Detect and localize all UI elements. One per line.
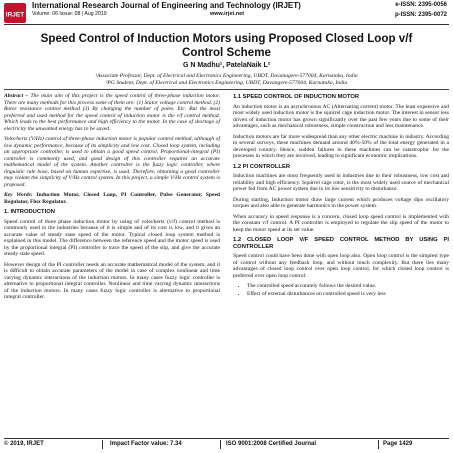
svg-text:IRJET: IRJET xyxy=(5,11,25,19)
header-divider xyxy=(4,24,449,25)
affiliation-1: ¹Associate Professor, Dept. of Electrical and Electronics Engineering, UBDT, Davanagere-577004, Karnataka, India xyxy=(95,73,358,79)
journal-logo-icon xyxy=(3,2,27,24)
keywords-label: Key Words: xyxy=(4,192,37,198)
volume-line: Volume: 06 Issue: 08 | Aug 2019 xyxy=(32,11,107,17)
journal-header xyxy=(0,0,453,28)
advantages-list xyxy=(247,283,449,297)
speed-control-paragraph-1: An induction motor is an asynchronous AC (Alternating current) motor. The least expensive and most widely used induction motor is the squirrel cage induction motor. The interest in sensor less driven of induction motor has grown significantly over the past few years due to some of their advantages, such as mechanical robustness, simple construction and less maintenance. xyxy=(233,103,449,129)
title-divider xyxy=(4,89,449,90)
intro-paragraph-2: However design of the PI controller needs an accurate mathematical model of the system, and it is difficult to obtain accurate parameters of the model in case of complex nonlinear and time varying dynamic interactions of the induction motors. In many cases fuzzy logic controller is alternative to proportional integral controller. Nonlinear and time varying dynamic interactions of the induction motors. In many cases fuzzy logic controller is alternative to proportional integral controller. xyxy=(4,261,220,300)
closed-loop-paragraph: Speed control could have been done with open loop also. Open loop control is the simplest type of control without any feedback loop, and without much complexity. But there lies many advantages of closed loop control over open loop control, for which closed loop control is preferred over open loop control: xyxy=(233,253,449,279)
pi-paragraph-1: Induction machines are most frequently used in industries due to their robustness, low cost and reliability and high efficiency. Squirrel cage rotor, is the most widely used source of mechanical power fed from AC power system due to its low sensitivity to disturbance. xyxy=(233,173,449,192)
section-heading-introduction: 1. INTRODUCTION xyxy=(4,209,55,215)
footer-divider xyxy=(4,438,449,439)
section-heading-speed-control: 1.1 SPEED CONTROL OF INDUCTION MOTOR xyxy=(233,94,360,100)
affiliation-2: ²PG Student, Dept. of Electrical and Electronics Engineering, UBDT, Davangere-577004, Karnataka, India xyxy=(105,80,348,86)
abstract-label: Abstract – xyxy=(4,93,31,99)
pi-paragraph-3: When accuracy in speed response is a concern, closed loop speed control is implemented with the constant v/f control. A PI controller is employed to regulate the slip speed of the motor to keep the motor speed at its set value. xyxy=(233,213,449,233)
e-issn: e-ISSN: 2395-0056 xyxy=(395,2,447,8)
journal-title: International Research Journal of Engineering and Technology (IRJET) xyxy=(32,1,301,10)
right-column xyxy=(233,93,449,298)
keywords-text: Induction Motor, Closed Loop, PI Controller, Pulse Generator, Speed Regulator, Flux Regulator. xyxy=(4,192,220,205)
section-heading-closed-loop: 1.2 CLOSED LOOP V/F SPEED CONTROL METHOD BY USING PI CONTROLLER xyxy=(233,237,449,250)
footer-iso: ISO 9001:2008 Certified Journal xyxy=(226,441,317,447)
footer-copyright: © 2019, IRJET xyxy=(4,441,44,447)
footer-separator xyxy=(102,440,103,449)
footer-impact-factor: Impact Factor value: 7.34 xyxy=(110,441,182,447)
list-item: • The controlled speed accurately follows the desired value. xyxy=(247,283,449,290)
footer-separator xyxy=(378,440,379,449)
abstract-paragraph-2: Volts/hertz (V/Hz) control of three-phase induction motor is popular control method, although of low dynamic performance, because of its simplicity and low cost. Closed loop system, including an appropriate controller, is used to obtain a good speed control. Proportional-integral (PI) controller is commonly used, and good design of this controller requires an accurate mathematical model of the system. Another controller is the fuzzy logic controller, where linguistic rule base, based on human expertise, is used. Therefore, obtaining a good controller may violate the simplicity of V/Hz control system. In this project, a simple V/Hz control system is proposed. xyxy=(4,136,220,188)
list-item: • Effect of external disturbances on controlled speed is very less xyxy=(247,291,449,298)
author-list: G N Madhu¹, PatelaNaik L² xyxy=(182,62,271,69)
footer-page-number: Page 1429 xyxy=(383,441,413,447)
section-heading-pi-controller: 1.2 PI CONTROLLER xyxy=(233,163,291,170)
journal-url-link[interactable]: www.irjet.net xyxy=(210,11,245,17)
abstract xyxy=(4,93,220,132)
keywords xyxy=(4,192,220,205)
left-column xyxy=(4,93,220,305)
abstract-text: The main aim of this project is the speed control of three-phase induction motor. There are many methods for this process some of them are: (1) Stator voltage control method. (2) Rotor resistance control method (3) By changing the number of poles. Etc. But the most preferred and used method for the speed control of induction motor is the v/f control method. Which leads to the best performance and high efficiency to the motor. In the case of shortage of electricity the unwanted energy has to be saved. xyxy=(4,93,220,132)
pi-paragraph-2: During starting, Induction motor draw large current which produces voltage dips oscillatory torques and also able to generate harmonics in the power system. xyxy=(233,196,449,209)
p-issn: p-ISSN: 2395-0072 xyxy=(394,12,447,18)
intro-paragraph-1: Speed control of three phase induction motor by using of volts/hertz (v/f) control method is commonly used in the industries because of it is simple and of its cost is low, and it gives an accurate value of steady state speed of the motor. Typical closed loop system method is explained in this model. The difference between the reference speed and the motor speed is used by the proportional integral (PI) controller to trace the speed of the slip, and give the accurate steady state speed. xyxy=(4,218,220,257)
paper-title: Speed Control of Induction Motors using Proposed Closed Loop v/f Control Scheme xyxy=(40,32,413,59)
footer-separator xyxy=(220,440,221,449)
speed-control-paragraph-2: Induction motors are far more widespread than any other electric machine in industry. According to several surveys, these machines demand around 40%-50% of the total energy generated in a developed country. Hence, sudden failures in these machines can be catastrophic for the processes in which they are involved, leading to significant economic implications. xyxy=(233,133,449,159)
